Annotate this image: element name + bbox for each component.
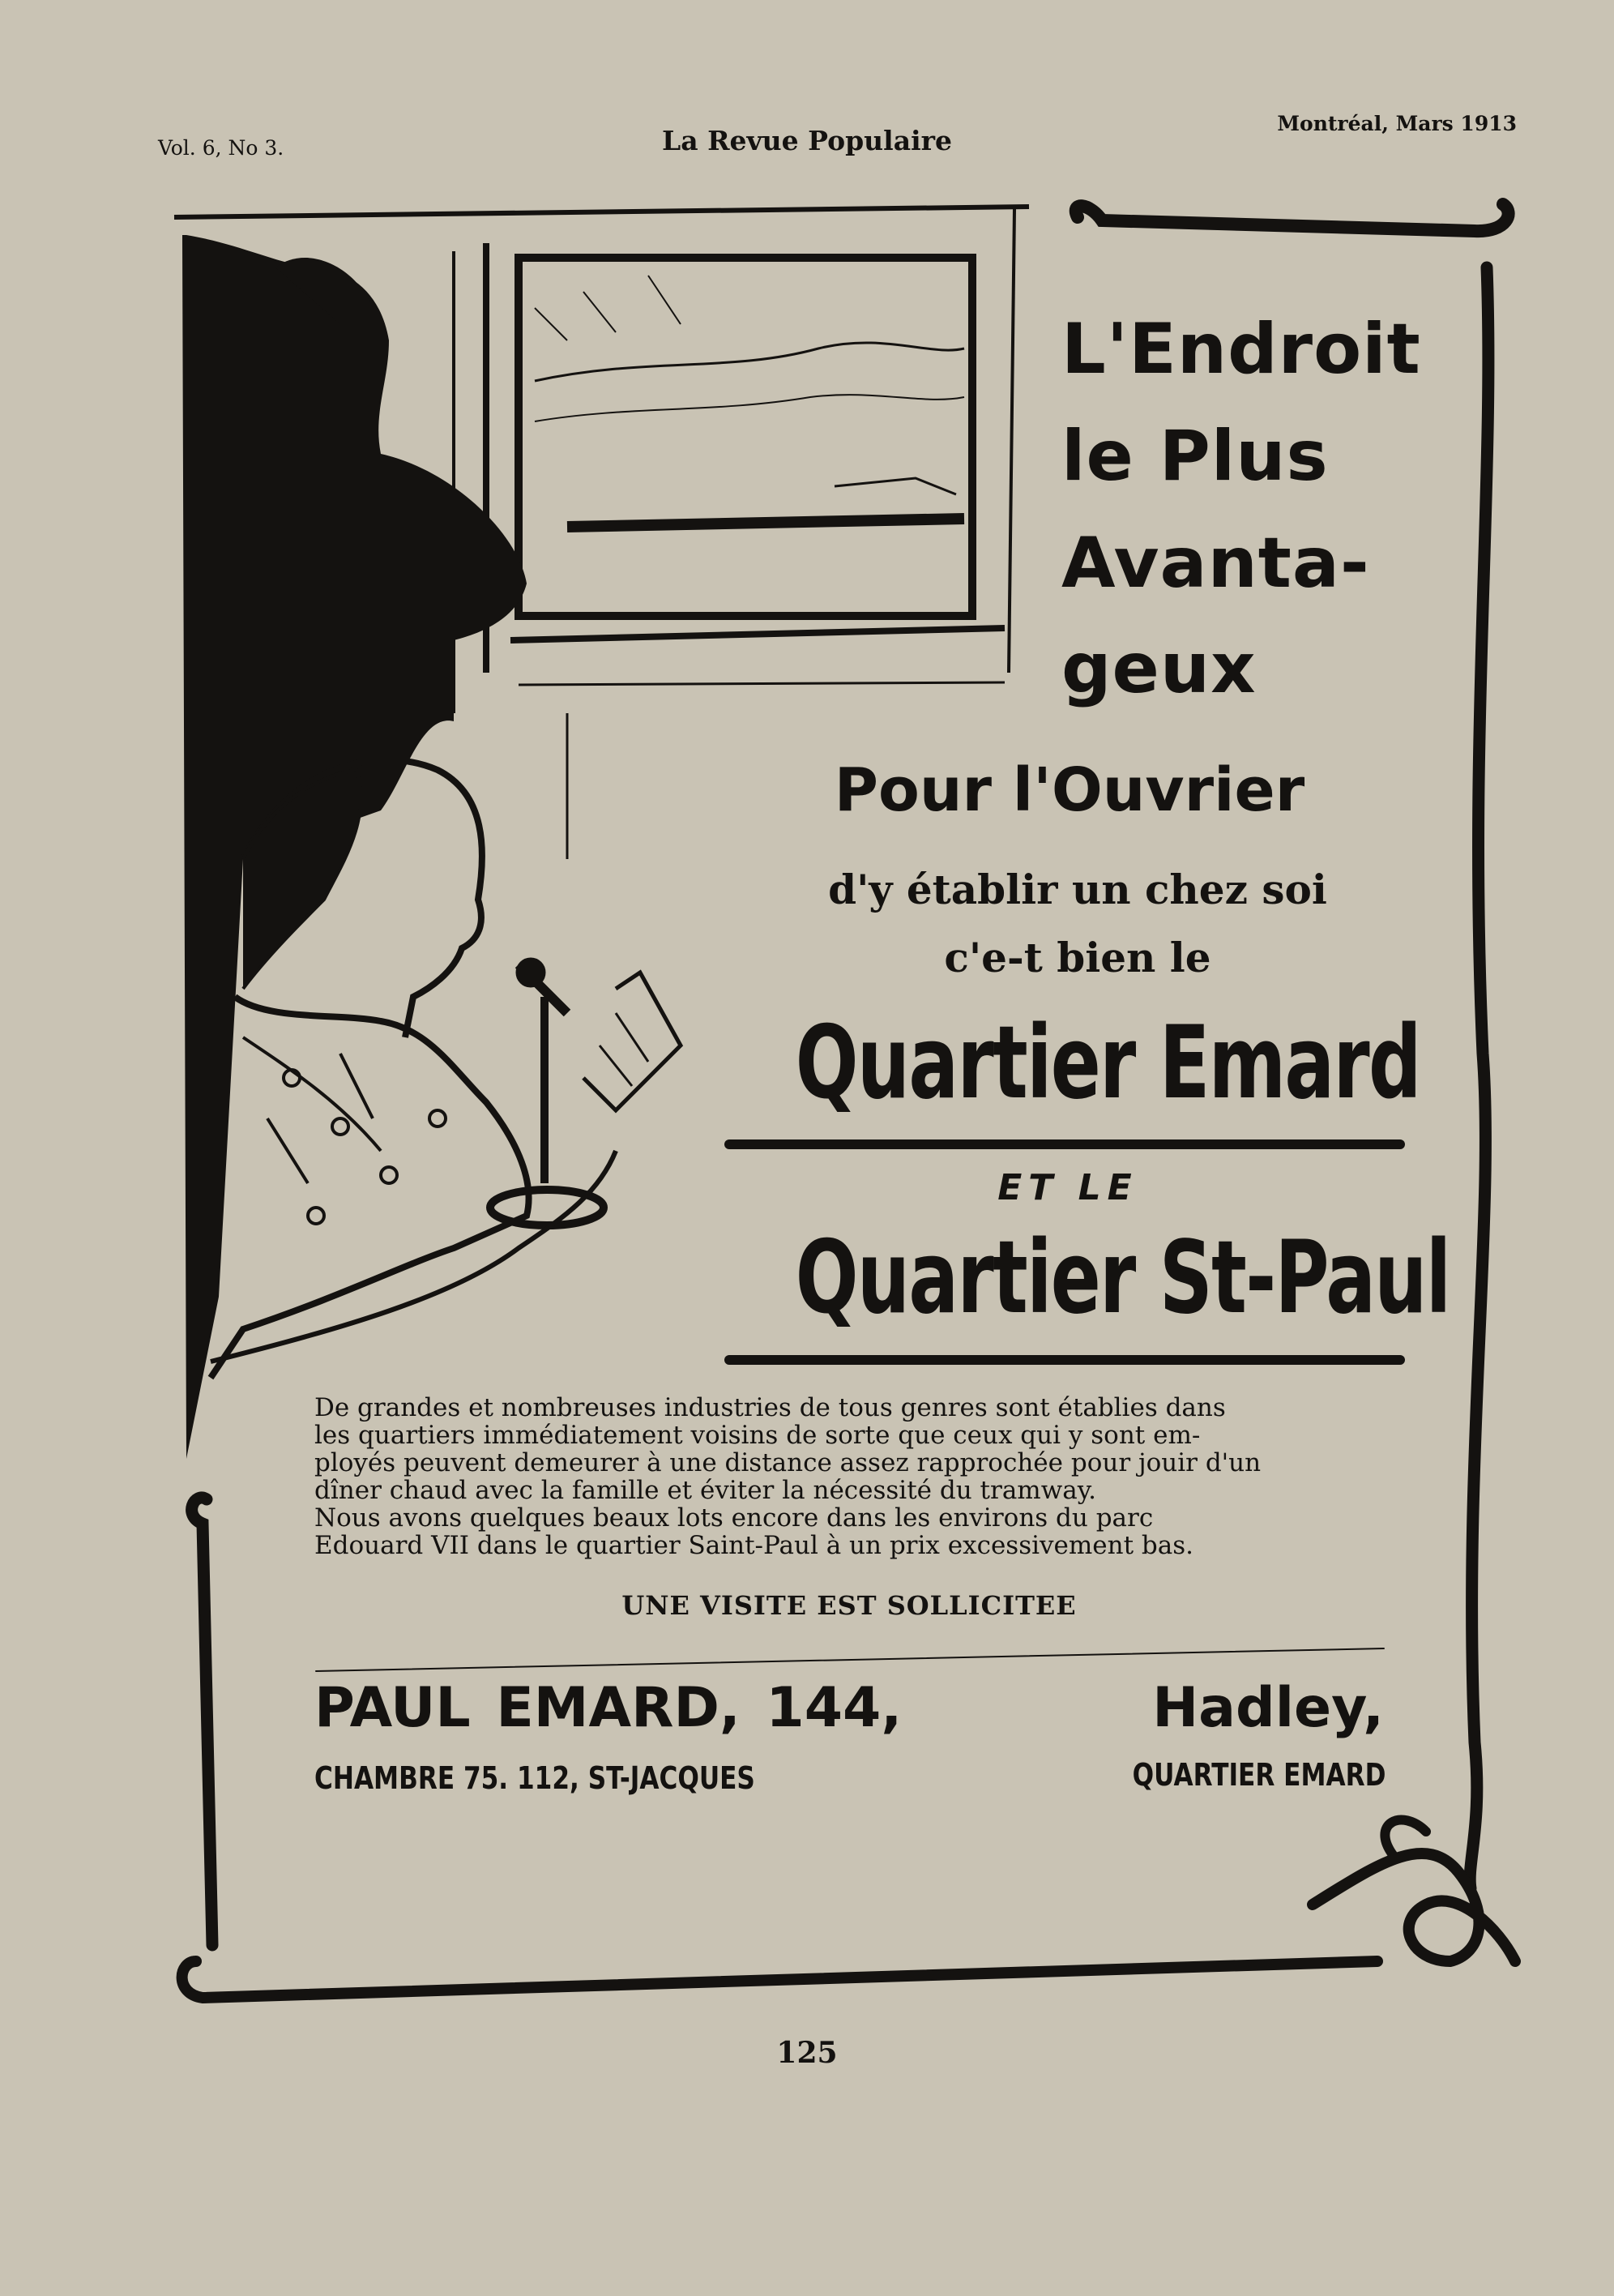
body-line: ployés peuvent demeurer à une distance assez rapprochée pour jouir d'un [314,1448,1262,1477]
body-line: Nous avons quelques beaux lots encore dans les environs du parc [314,1503,1154,1533]
body-line: les quartiers immédiatement voisins de sorte que ceux qui y sont em- [314,1421,1201,1450]
body-line: dîner chaud avec la famille et éviter la nécessité du tramway. [314,1476,1096,1505]
visit-invitation: UNE VISITE EST SOLLICITEE [621,1590,1077,1621]
place-quartier-emard: Quartier Emard [795,1005,1420,1122]
headline-line-2: le Plus [1061,416,1329,497]
page-number: 125 [776,2036,838,2070]
headline-line-3: Avanta- [1061,523,1370,604]
contact-name: PAUL EMARD, 144, [314,1676,903,1740]
headline-line-4: geux [1061,628,1257,709]
establish-line-1: d'y établir un chez soi [828,866,1327,913]
body-copy [314,1394,1384,1559]
running-head-title: La Revue Populaire [662,125,952,156]
contact-name-line [314,1676,1384,1740]
subhead-ouvrier: Pour l'Ouvrier [834,755,1305,825]
body-line: De grandes et nombreuses industries de tous genres sont établies dans [314,1393,1226,1422]
connector-et-le: ET LE [997,1167,1138,1208]
contact-district: QUARTIER EMARD [1132,1757,1386,1793]
woman-telephone-illustration [211,760,681,1378]
body-line: Edouard VII dans le quartier Saint-Paul à un prix excessivement bas. [314,1531,1193,1560]
headline-line-1: L'Endroit [1061,309,1421,390]
contact-street: Hadley, [1152,1676,1384,1740]
running-head-volume: Vol. 6, No 3. [158,136,284,160]
running-head-date: Montréal, Mars 1913 [1277,112,1517,135]
place-quartier-st-paul: Quartier St-Paul [795,1220,1450,1336]
contact-office: CHAMBRE 75. 112, ST-JACQUES [314,1760,755,1796]
establish-line-2: c'e-t bien le [944,934,1211,981]
